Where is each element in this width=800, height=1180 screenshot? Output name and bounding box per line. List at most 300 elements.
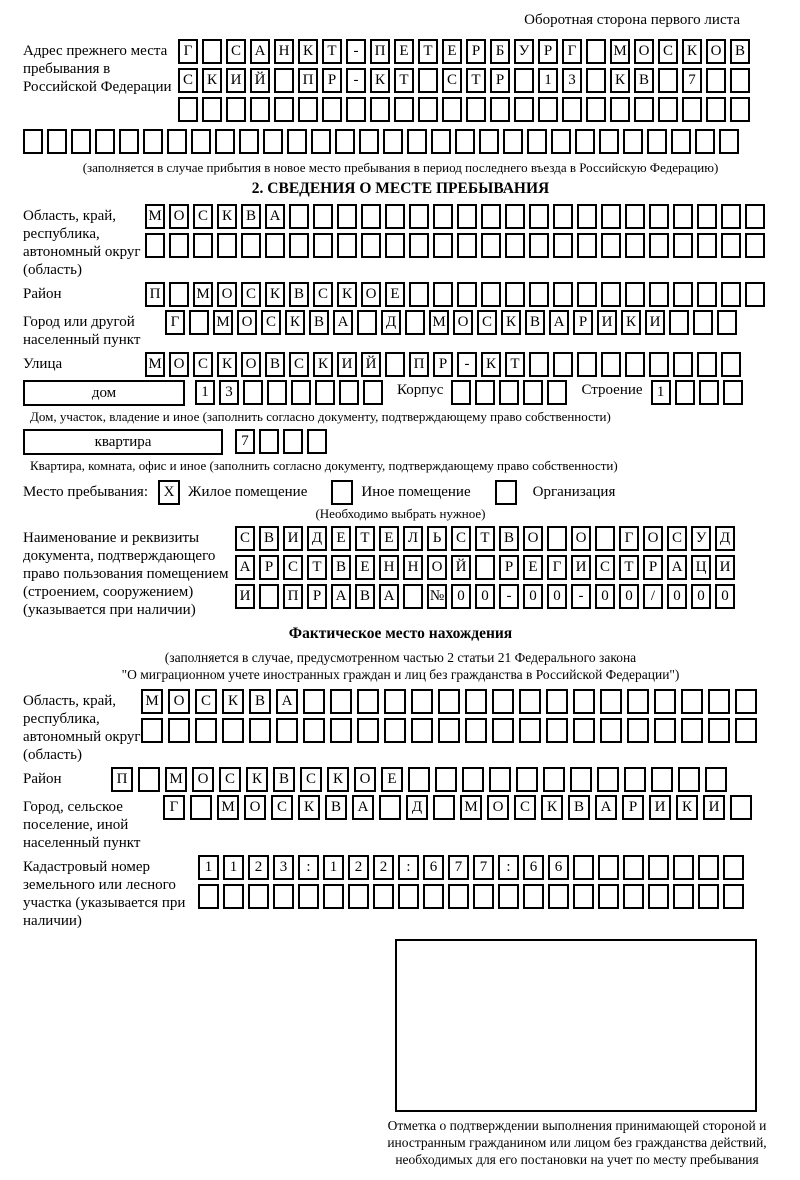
char-cell[interactable] xyxy=(298,884,319,909)
char-cell[interactable] xyxy=(448,884,469,909)
char-cell[interactable]: М xyxy=(460,795,482,820)
char-cell[interactable] xyxy=(745,282,765,307)
char-cell[interactable]: В xyxy=(331,555,351,580)
char-cell[interactable] xyxy=(411,718,433,743)
char-cell[interactable]: 0 xyxy=(715,584,735,609)
char-cell[interactable]: М xyxy=(610,39,630,64)
char-cell[interactable] xyxy=(505,204,525,229)
char-cell[interactable] xyxy=(519,718,541,743)
char-cell[interactable]: 0 xyxy=(619,584,639,609)
char-cell[interactable]: П xyxy=(409,352,429,377)
char-cell[interactable]: С xyxy=(193,352,213,377)
char-cell[interactable]: О xyxy=(571,526,591,551)
char-cell[interactable] xyxy=(505,233,525,258)
char-cell[interactable] xyxy=(648,884,669,909)
char-cell[interactable] xyxy=(498,884,519,909)
char-cell[interactable]: А xyxy=(549,310,569,335)
char-cell[interactable]: 3 xyxy=(219,380,239,405)
char-cell[interactable] xyxy=(405,310,425,335)
char-cell[interactable] xyxy=(697,204,717,229)
char-cell[interactable]: К xyxy=(217,204,237,229)
city-row[interactable] xyxy=(165,310,741,335)
char-cell[interactable]: М xyxy=(145,204,165,229)
char-cell[interactable]: Т xyxy=(619,555,639,580)
char-cell[interactable] xyxy=(514,68,534,93)
char-cell[interactable]: С xyxy=(442,68,462,93)
char-cell[interactable] xyxy=(562,97,582,122)
char-cell[interactable]: С xyxy=(195,689,217,714)
char-cell[interactable] xyxy=(719,129,739,154)
char-cell[interactable]: П xyxy=(111,767,133,792)
char-cell[interactable]: О xyxy=(427,555,447,580)
char-cell[interactable] xyxy=(598,855,619,880)
char-cell[interactable]: С xyxy=(219,767,241,792)
char-cell[interactable]: Г xyxy=(562,39,582,64)
char-cell[interactable]: К xyxy=(313,352,333,377)
char-cell[interactable] xyxy=(682,97,702,122)
char-cell[interactable]: К xyxy=(337,282,357,307)
char-cell[interactable] xyxy=(627,718,649,743)
char-cell[interactable]: К xyxy=(481,352,501,377)
char-cell[interactable] xyxy=(287,129,307,154)
char-cell[interactable]: С xyxy=(241,282,261,307)
char-cell[interactable] xyxy=(259,429,279,454)
char-cell[interactable] xyxy=(489,767,511,792)
char-cell[interactable] xyxy=(384,689,406,714)
char-cell[interactable] xyxy=(178,97,198,122)
char-cell[interactable] xyxy=(523,884,544,909)
char-cell[interactable]: В xyxy=(730,39,750,64)
char-cell[interactable] xyxy=(263,129,283,154)
char-cell[interactable] xyxy=(119,129,139,154)
char-cell[interactable]: С xyxy=(283,555,303,580)
char-cell[interactable] xyxy=(577,282,597,307)
char-cell[interactable]: Н xyxy=(379,555,399,580)
char-cell[interactable]: Р xyxy=(433,352,453,377)
char-cell[interactable]: 0 xyxy=(691,584,711,609)
char-cell[interactable]: С xyxy=(595,555,615,580)
char-cell[interactable] xyxy=(625,352,645,377)
char-cell[interactable]: Ц xyxy=(691,555,711,580)
char-cell[interactable] xyxy=(411,689,433,714)
char-cell[interactable]: К xyxy=(217,352,237,377)
char-cell[interactable] xyxy=(573,855,594,880)
char-cell[interactable] xyxy=(323,884,344,909)
char-cell[interactable] xyxy=(673,233,693,258)
char-cell[interactable] xyxy=(267,380,287,405)
char-cell[interactable]: Г xyxy=(163,795,185,820)
char-cell[interactable]: Т xyxy=(475,526,495,551)
char-cell[interactable]: 6 xyxy=(423,855,444,880)
prev-address-row-2[interactable] xyxy=(178,68,754,93)
char-cell[interactable] xyxy=(370,97,390,122)
char-cell[interactable]: О xyxy=(169,204,189,229)
char-cell[interactable] xyxy=(409,282,429,307)
char-cell[interactable]: В xyxy=(259,526,279,551)
char-cell[interactable]: Д xyxy=(406,795,428,820)
char-cell[interactable]: Т xyxy=(505,352,525,377)
char-cell[interactable] xyxy=(673,884,694,909)
char-cell[interactable]: Л xyxy=(403,526,423,551)
char-cell[interactable] xyxy=(462,767,484,792)
char-cell[interactable] xyxy=(634,97,654,122)
char-cell[interactable]: Й xyxy=(361,352,381,377)
char-cell[interactable]: О xyxy=(354,767,376,792)
char-cell[interactable] xyxy=(313,233,333,258)
char-cell[interactable]: Р xyxy=(490,68,510,93)
char-cell[interactable]: К xyxy=(621,310,641,335)
char-cell[interactable] xyxy=(357,689,379,714)
char-cell[interactable] xyxy=(543,767,565,792)
char-cell[interactable] xyxy=(291,380,311,405)
char-cell[interactable]: Д xyxy=(381,310,401,335)
char-cell[interactable]: М xyxy=(213,310,233,335)
char-cell[interactable]: С xyxy=(300,767,322,792)
char-cell[interactable]: В xyxy=(309,310,329,335)
char-cell[interactable] xyxy=(625,233,645,258)
char-cell[interactable] xyxy=(627,689,649,714)
document-row-1[interactable] xyxy=(235,526,739,551)
char-cell[interactable]: С xyxy=(477,310,497,335)
char-cell[interactable] xyxy=(573,689,595,714)
char-cell[interactable]: Т xyxy=(355,526,375,551)
char-cell[interactable]: Р xyxy=(499,555,519,580)
char-cell[interactable] xyxy=(384,718,406,743)
char-cell[interactable] xyxy=(265,233,285,258)
char-cell[interactable] xyxy=(595,526,615,551)
char-cell[interactable]: Р xyxy=(466,39,486,64)
char-cell[interactable]: Е xyxy=(394,39,414,64)
stroenie-row[interactable] xyxy=(651,380,747,405)
char-cell[interactable] xyxy=(438,689,460,714)
char-cell[interactable]: Е xyxy=(355,555,375,580)
district-row[interactable] xyxy=(145,282,769,307)
cadastre-row-1[interactable] xyxy=(198,855,748,880)
char-cell[interactable]: Р xyxy=(259,555,279,580)
char-cell[interactable] xyxy=(47,129,67,154)
char-cell[interactable]: С xyxy=(667,526,687,551)
char-cell[interactable]: Р xyxy=(643,555,663,580)
char-cell[interactable]: 1 xyxy=(198,855,219,880)
char-cell[interactable]: С xyxy=(289,352,309,377)
char-cell[interactable] xyxy=(601,352,621,377)
char-cell[interactable] xyxy=(573,884,594,909)
char-cell[interactable] xyxy=(274,68,294,93)
char-cell[interactable] xyxy=(723,884,744,909)
char-cell[interactable]: С xyxy=(178,68,198,93)
char-cell[interactable] xyxy=(276,718,298,743)
char-cell[interactable] xyxy=(673,204,693,229)
char-cell[interactable]: А xyxy=(333,310,353,335)
char-cell[interactable] xyxy=(190,795,212,820)
char-cell[interactable]: Р xyxy=(622,795,644,820)
char-cell[interactable] xyxy=(193,233,213,258)
char-cell[interactable]: О xyxy=(706,39,726,64)
char-cell[interactable] xyxy=(553,233,573,258)
char-cell[interactable] xyxy=(455,129,475,154)
char-cell[interactable]: Б xyxy=(490,39,510,64)
char-cell[interactable] xyxy=(570,767,592,792)
char-cell[interactable]: К xyxy=(501,310,521,335)
char-cell[interactable] xyxy=(431,129,451,154)
char-cell[interactable] xyxy=(647,129,667,154)
char-cell[interactable]: 0 xyxy=(595,584,615,609)
char-cell[interactable] xyxy=(681,689,703,714)
char-cell[interactable]: П xyxy=(298,68,318,93)
char-cell[interactable]: О xyxy=(634,39,654,64)
char-cell[interactable] xyxy=(730,68,750,93)
char-cell[interactable] xyxy=(363,380,383,405)
char-cell[interactable] xyxy=(403,584,423,609)
char-cell[interactable] xyxy=(466,97,486,122)
char-cell[interactable]: 2 xyxy=(248,855,269,880)
char-cell[interactable] xyxy=(330,718,352,743)
char-cell[interactable]: 1 xyxy=(651,380,671,405)
char-cell[interactable] xyxy=(435,767,457,792)
char-cell[interactable] xyxy=(669,310,689,335)
char-cell[interactable]: Г xyxy=(178,39,198,64)
char-cell[interactable] xyxy=(433,795,455,820)
char-cell[interactable]: П xyxy=(145,282,165,307)
char-cell[interactable] xyxy=(346,97,366,122)
char-cell[interactable]: А xyxy=(331,584,351,609)
char-cell[interactable] xyxy=(693,310,713,335)
char-cell[interactable] xyxy=(648,855,669,880)
char-cell[interactable] xyxy=(313,204,333,229)
char-cell[interactable] xyxy=(475,555,495,580)
char-cell[interactable]: С xyxy=(226,39,246,64)
char-cell[interactable] xyxy=(671,129,691,154)
char-cell[interactable] xyxy=(529,204,549,229)
char-cell[interactable] xyxy=(735,689,757,714)
char-cell[interactable]: : xyxy=(398,855,419,880)
char-cell[interactable] xyxy=(573,718,595,743)
char-cell[interactable] xyxy=(721,233,741,258)
char-cell[interactable]: К xyxy=(298,39,318,64)
char-cell[interactable] xyxy=(523,380,543,405)
char-cell[interactable]: О xyxy=(168,689,190,714)
char-cell[interactable] xyxy=(625,282,645,307)
char-cell[interactable]: И xyxy=(226,68,246,93)
char-cell[interactable] xyxy=(71,129,91,154)
char-cell[interactable]: И xyxy=(337,352,357,377)
char-cell[interactable] xyxy=(490,97,510,122)
char-cell[interactable]: 6 xyxy=(523,855,544,880)
char-cell[interactable]: Е xyxy=(442,39,462,64)
char-cell[interactable] xyxy=(546,689,568,714)
char-cell[interactable]: И xyxy=(645,310,665,335)
char-cell[interactable] xyxy=(586,39,606,64)
char-cell[interactable] xyxy=(658,68,678,93)
region-row-1[interactable] xyxy=(145,204,769,229)
char-cell[interactable] xyxy=(407,129,427,154)
char-cell[interactable]: П xyxy=(283,584,303,609)
street-row[interactable] xyxy=(145,352,745,377)
char-cell[interactable]: В xyxy=(634,68,654,93)
char-cell[interactable] xyxy=(438,718,460,743)
char-cell[interactable]: Е xyxy=(385,282,405,307)
char-cell[interactable] xyxy=(143,129,163,154)
char-cell[interactable] xyxy=(654,718,676,743)
char-cell[interactable] xyxy=(457,282,477,307)
char-cell[interactable]: В xyxy=(355,584,375,609)
char-cell[interactable]: Т xyxy=(394,68,414,93)
char-cell[interactable]: - xyxy=(346,39,366,64)
char-cell[interactable] xyxy=(189,310,209,335)
char-cell[interactable] xyxy=(481,233,501,258)
prev-address-row-3[interactable] xyxy=(178,97,754,122)
char-cell[interactable] xyxy=(298,97,318,122)
char-cell[interactable] xyxy=(479,129,499,154)
char-cell[interactable]: А xyxy=(379,584,399,609)
char-cell[interactable]: Т xyxy=(418,39,438,64)
char-cell[interactable]: Д xyxy=(307,526,327,551)
checkbox-residential[interactable]: X xyxy=(158,480,180,505)
apartment-number-row[interactable] xyxy=(235,429,331,454)
char-cell[interactable]: Г xyxy=(547,555,567,580)
char-cell[interactable] xyxy=(383,129,403,154)
char-cell[interactable] xyxy=(599,129,619,154)
char-cell[interactable]: Ь xyxy=(427,526,447,551)
char-cell[interactable] xyxy=(385,204,405,229)
char-cell[interactable] xyxy=(423,884,444,909)
char-cell[interactable] xyxy=(601,282,621,307)
char-cell[interactable] xyxy=(625,204,645,229)
char-cell[interactable]: О xyxy=(523,526,543,551)
char-cell[interactable] xyxy=(408,767,430,792)
char-cell[interactable] xyxy=(385,233,405,258)
char-cell[interactable] xyxy=(475,380,495,405)
char-cell[interactable]: Д xyxy=(715,526,735,551)
char-cell[interactable]: 3 xyxy=(273,855,294,880)
char-cell[interactable] xyxy=(191,129,211,154)
char-cell[interactable]: Н xyxy=(403,555,423,580)
city2-row[interactable] xyxy=(163,795,757,820)
char-cell[interactable] xyxy=(250,97,270,122)
char-cell[interactable]: Р xyxy=(573,310,593,335)
char-cell[interactable]: С xyxy=(261,310,281,335)
char-cell[interactable] xyxy=(708,718,730,743)
char-cell[interactable]: О xyxy=(244,795,266,820)
char-cell[interactable] xyxy=(283,429,303,454)
char-cell[interactable] xyxy=(379,795,401,820)
char-cell[interactable]: 0 xyxy=(547,584,567,609)
char-cell[interactable] xyxy=(586,68,606,93)
char-cell[interactable] xyxy=(23,129,43,154)
char-cell[interactable] xyxy=(311,129,331,154)
char-cell[interactable]: О xyxy=(241,352,261,377)
char-cell[interactable]: К xyxy=(541,795,563,820)
char-cell[interactable] xyxy=(529,282,549,307)
char-cell[interactable]: Е xyxy=(523,555,543,580)
char-cell[interactable]: М xyxy=(217,795,239,820)
char-cell[interactable] xyxy=(610,97,630,122)
char-cell[interactable] xyxy=(499,380,519,405)
char-cell[interactable]: К xyxy=(298,795,320,820)
char-cell[interactable] xyxy=(698,884,719,909)
char-cell[interactable]: / xyxy=(643,584,663,609)
char-cell[interactable]: М xyxy=(165,767,187,792)
char-cell[interactable]: - xyxy=(457,352,477,377)
char-cell[interactable] xyxy=(601,204,621,229)
char-cell[interactable]: Р xyxy=(322,68,342,93)
char-cell[interactable] xyxy=(138,767,160,792)
char-cell[interactable] xyxy=(503,129,523,154)
char-cell[interactable]: Е xyxy=(379,526,399,551)
char-cell[interactable] xyxy=(239,129,259,154)
char-cell[interactable]: К xyxy=(285,310,305,335)
char-cell[interactable]: К xyxy=(202,68,222,93)
char-cell[interactable]: Е xyxy=(381,767,403,792)
char-cell[interactable]: Т xyxy=(307,555,327,580)
char-cell[interactable]: С xyxy=(658,39,678,64)
char-cell[interactable] xyxy=(527,129,547,154)
char-cell[interactable] xyxy=(465,718,487,743)
char-cell[interactable] xyxy=(553,282,573,307)
char-cell[interactable] xyxy=(577,352,597,377)
char-cell[interactable] xyxy=(202,39,222,64)
char-cell[interactable] xyxy=(330,689,352,714)
korpus-row[interactable] xyxy=(451,380,571,405)
char-cell[interactable]: И xyxy=(597,310,617,335)
char-cell[interactable] xyxy=(717,310,737,335)
char-cell[interactable] xyxy=(698,855,719,880)
char-cell[interactable]: В xyxy=(273,767,295,792)
char-cell[interactable] xyxy=(226,97,246,122)
char-cell[interactable]: А xyxy=(250,39,270,64)
char-cell[interactable]: А xyxy=(595,795,617,820)
char-cell[interactable]: 0 xyxy=(523,584,543,609)
char-cell[interactable] xyxy=(168,718,190,743)
char-cell[interactable] xyxy=(195,718,217,743)
char-cell[interactable]: 0 xyxy=(451,584,471,609)
char-cell[interactable] xyxy=(721,352,741,377)
char-cell[interactable]: 3 xyxy=(562,68,582,93)
char-cell[interactable] xyxy=(361,233,381,258)
char-cell[interactable] xyxy=(649,282,669,307)
char-cell[interactable] xyxy=(357,310,377,335)
char-cell[interactable]: А xyxy=(265,204,285,229)
char-cell[interactable] xyxy=(373,884,394,909)
char-cell[interactable]: Г xyxy=(165,310,185,335)
char-cell[interactable] xyxy=(223,884,244,909)
char-cell[interactable] xyxy=(547,526,567,551)
char-cell[interactable]: У xyxy=(514,39,534,64)
char-cell[interactable]: № xyxy=(427,584,447,609)
char-cell[interactable]: О xyxy=(217,282,237,307)
char-cell[interactable] xyxy=(217,233,237,258)
char-cell[interactable] xyxy=(505,282,525,307)
char-cell[interactable] xyxy=(697,352,717,377)
char-cell[interactable] xyxy=(658,97,678,122)
char-cell[interactable] xyxy=(673,855,694,880)
char-cell[interactable]: - xyxy=(499,584,519,609)
char-cell[interactable]: С xyxy=(313,282,333,307)
char-cell[interactable] xyxy=(721,282,741,307)
char-cell[interactable] xyxy=(249,718,271,743)
document-row-3[interactable] xyxy=(235,584,739,609)
char-cell[interactable] xyxy=(649,352,669,377)
char-cell[interactable]: Н xyxy=(274,39,294,64)
char-cell[interactable] xyxy=(315,380,335,405)
char-cell[interactable] xyxy=(721,204,741,229)
char-cell[interactable] xyxy=(597,767,619,792)
char-cell[interactable] xyxy=(303,718,325,743)
char-cell[interactable]: О xyxy=(192,767,214,792)
char-cell[interactable] xyxy=(600,718,622,743)
char-cell[interactable] xyxy=(169,282,189,307)
char-cell[interactable]: И xyxy=(649,795,671,820)
